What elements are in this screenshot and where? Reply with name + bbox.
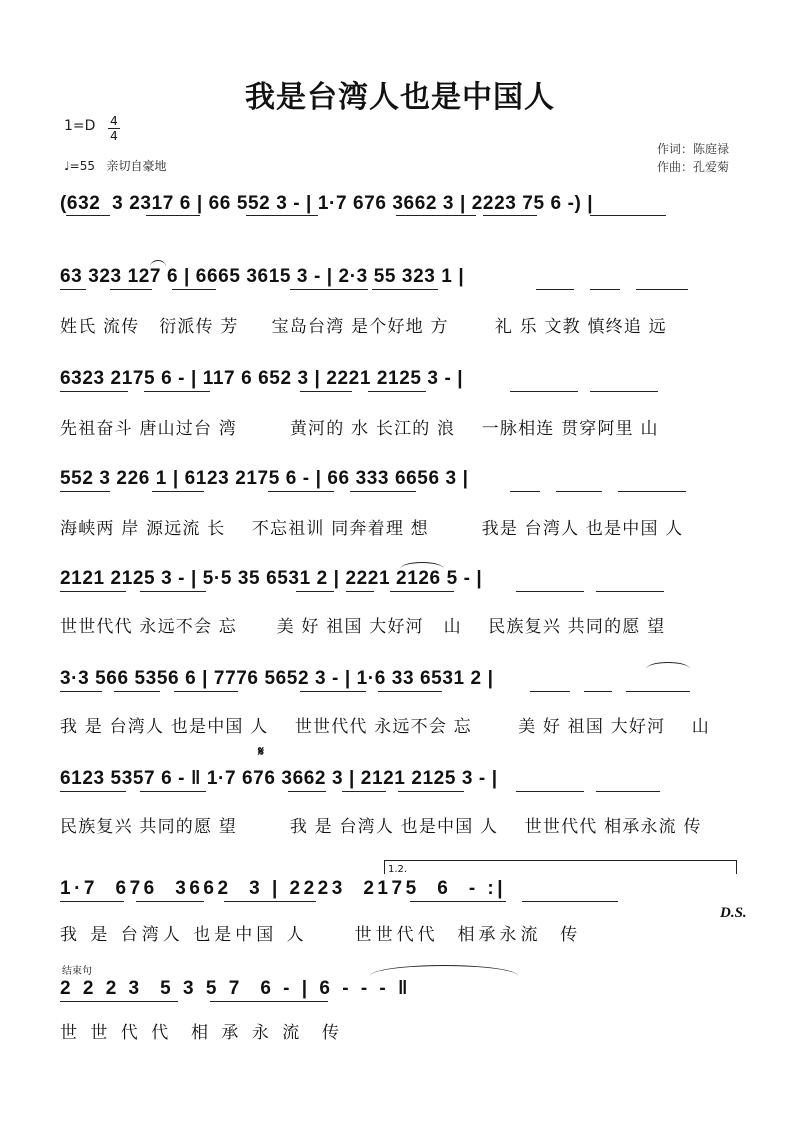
lyric-row: 世世代代 永远不会 忘 美 好 祖国 大好河 山 民族复兴 共同的愿 望 (60, 617, 666, 637)
beam (290, 289, 368, 290)
notation-row: 63 323 127 6 | 6665 3615 3 - | 2·3 55 323 1 | (60, 266, 465, 287)
tie (370, 965, 518, 976)
quarter-note-icon: ♩ (64, 159, 70, 173)
beam (596, 791, 660, 792)
composer: 作曲：孔爱菊 (657, 160, 730, 174)
beam (350, 491, 416, 492)
slur (400, 562, 444, 569)
lyric-row: 我 是 台湾人 也是中国 人 世世代代 永远不会 忘 美 好 祖国 大好河 山 (60, 717, 710, 737)
beam (536, 289, 574, 290)
beam (60, 591, 126, 592)
notation-row: 1·7 676 3662 3 | 2223 2175 6 - :| (60, 878, 507, 899)
beam (140, 591, 206, 592)
lyricist: 作词：陈庭禄 (657, 142, 730, 156)
beam (590, 391, 658, 392)
beam (516, 591, 584, 592)
lyric-row: 姓氏 流传 衍派传 芳 宝岛台湾 是个好地 方 礼 乐 文教 慎终追 远 (60, 317, 667, 337)
beam (174, 691, 238, 692)
lyric-row: 海峡两 岸 源远流 长 不忘祖训 同奔着理 想 我是 台湾人 也是中国 人 (60, 519, 684, 539)
lyric-row: 我 是 台湾人 也是中国 人 世世代代 相承永流 传 (60, 925, 582, 945)
beam (626, 691, 690, 692)
lyric-row: 先祖奋斗 唐山过台 湾 黄河的 水 长江的 浪 一脉相连 贯穿阿里 山 (60, 419, 659, 439)
beam (584, 691, 612, 692)
notation-row: 6123 5357 6 - ‖ 1·7 676 3662 3 | 2121 2125 3 - | (60, 768, 498, 789)
tempo-value: =55 (69, 159, 95, 173)
beam (596, 591, 664, 592)
beam (110, 289, 152, 290)
beam (390, 591, 454, 592)
beam (144, 391, 210, 392)
beam (516, 791, 584, 792)
beam (590, 289, 620, 290)
notation-row-intro: (632 3 2317 6 | 66 552 3 - | 1·7 676 3662 3 | 2223 75 6 -) | (60, 193, 594, 214)
beam (66, 215, 110, 216)
beam (152, 491, 204, 492)
beam (372, 289, 438, 290)
beam (146, 215, 200, 216)
notation-row: 552 3 226 1 | 6123 2175 6 - | 66 333 6656 3 | (60, 468, 469, 489)
beam (556, 491, 602, 492)
volta-bracket (384, 860, 736, 861)
lyric-row: 世 世 代 代 相 承 永 流 传 (60, 1023, 344, 1043)
beam (60, 791, 126, 792)
beam (398, 791, 464, 792)
key-signature: 1=D (64, 118, 96, 134)
notation-row: 3·3 566 5356 6 | 7776 5652 3 - | 1·6 33 6531 2 | (60, 668, 494, 689)
beam (60, 901, 124, 902)
slur (646, 662, 690, 669)
beam (346, 591, 374, 592)
beam (510, 391, 578, 392)
time-signature (108, 114, 120, 143)
beam (378, 691, 442, 692)
beam (172, 289, 216, 290)
dal-segno-mark: D.S. (720, 905, 747, 921)
beam (60, 1001, 178, 1002)
beam (114, 691, 160, 692)
volta-label: 1.2. (388, 864, 408, 875)
beam (522, 901, 618, 902)
beam (210, 1001, 328, 1002)
beam (136, 901, 204, 902)
beam (300, 691, 366, 692)
time-top: 4 (110, 114, 118, 128)
segno-icon: 𝄋 (258, 744, 265, 760)
beam (368, 391, 426, 392)
slur (150, 260, 166, 267)
beam (342, 791, 386, 792)
beam (636, 289, 688, 290)
mood-marking: 亲切自豪地 (106, 159, 167, 173)
beam (60, 391, 128, 392)
beam (60, 491, 110, 492)
lyric-row: 民族复兴 共同的愿 望 我 是 台湾人 也是中国 人 世世代代 相承永流 传 (60, 817, 702, 837)
beam (530, 691, 570, 692)
beam (296, 591, 334, 592)
beam (288, 791, 326, 792)
notation-row: 2121 2125 3 - | 5·5 35 6531 2 | 2221 2126 5 - | (60, 568, 483, 589)
notation-row: 6323 2175 6 - | 117 6 652 3 | 2221 2125 3 - | (60, 368, 464, 389)
beam (510, 491, 540, 492)
beam (224, 901, 316, 902)
beam (300, 391, 352, 392)
beam (410, 901, 506, 902)
beam (60, 289, 86, 290)
ending-label: 结束句 (62, 966, 92, 977)
tempo-marking (64, 157, 166, 174)
song-title: 我是台湾人也是中国人 (245, 80, 555, 115)
beam (618, 491, 686, 492)
notation-row: 2 2 2 3 5 3 5 7 6 - | 6 - - - ‖ (60, 978, 411, 999)
volta-bracket-start (384, 860, 385, 874)
beam (60, 691, 102, 692)
beam (483, 215, 537, 216)
beam (246, 215, 318, 216)
volta-bracket-end (736, 860, 737, 874)
beam (268, 491, 334, 492)
beam (590, 215, 666, 216)
beam (140, 791, 206, 792)
beam (396, 215, 476, 216)
time-bottom: 4 (110, 129, 118, 143)
